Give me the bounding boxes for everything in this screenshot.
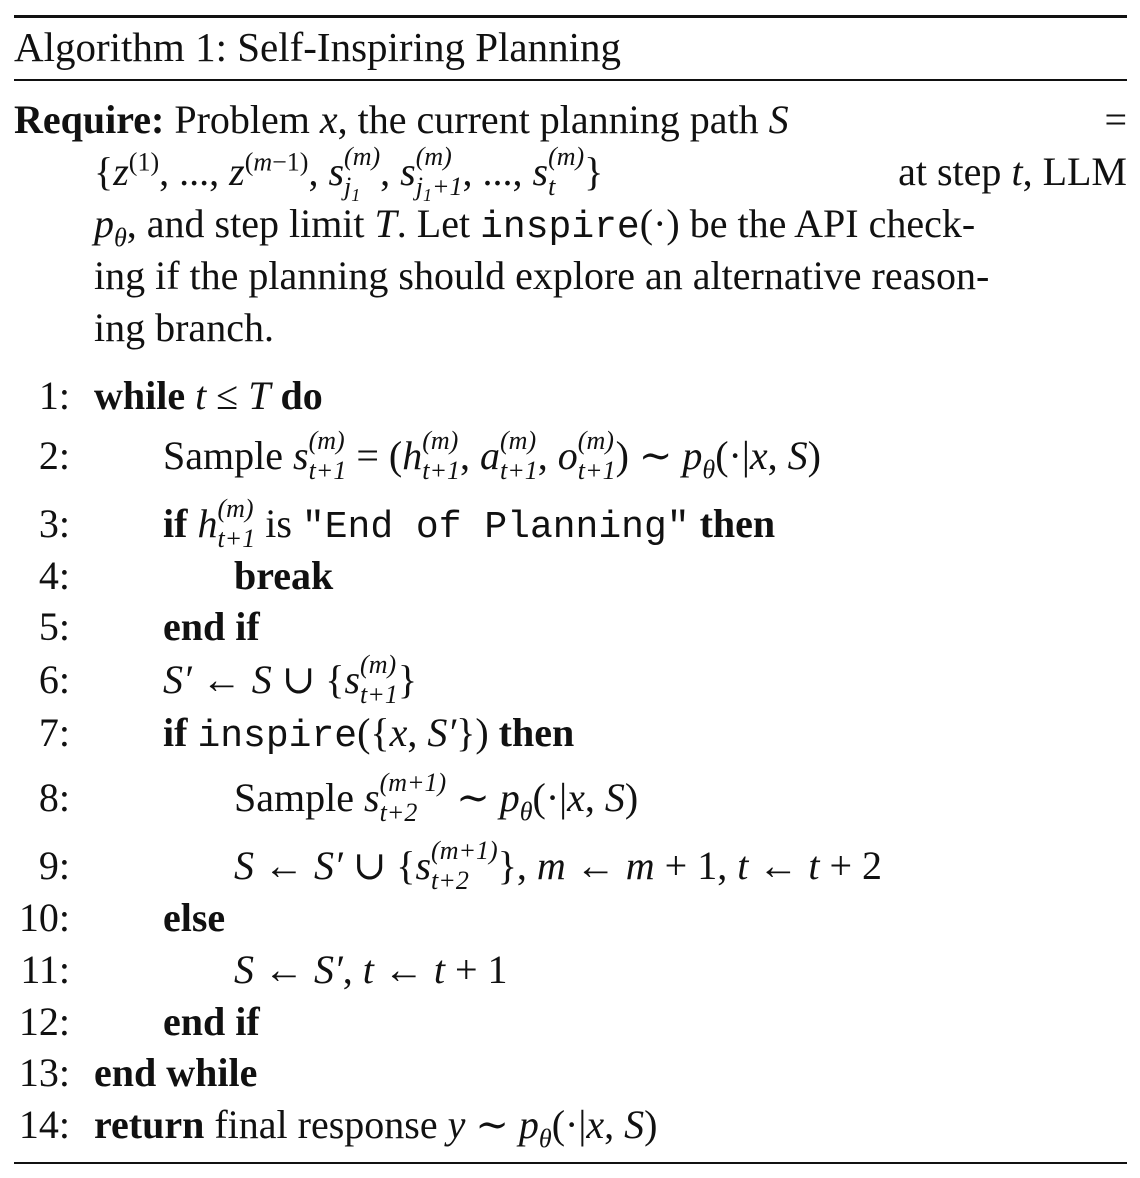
line-number: 7:: [38, 710, 70, 755]
algo-line-7: 7: if inspire({x, S′}) then: [0, 705, 1140, 761]
line-number: 6:: [38, 657, 70, 702]
algo-line-9: 9: S ← S′ ∪ {s (m+1) t+2 }, m ← m + 1, t ← t + 2: [38, 835, 883, 895]
end-if-keyword: end if: [163, 604, 260, 649]
require-line-4: ing if the planning should explore an alternative reason-: [94, 253, 990, 298]
algorithm-title: Algorithm 1: Self-Inspiring Planning: [14, 24, 621, 70]
else-keyword: else: [163, 895, 226, 940]
end-while-keyword: end while: [94, 1050, 258, 1095]
line-number: 12:: [18, 999, 70, 1044]
algo-line-11: 11: S ← S′, t ← t + 1: [0, 942, 1140, 998]
top-rule: [14, 15, 1127, 18]
algo-line-5: [0, 599, 1140, 655]
bottom-rule: [14, 1162, 1127, 1164]
end-if-keyword: end if: [163, 999, 260, 1044]
algo-line-4: [0, 548, 1140, 604]
algo-line-1: 1: while t ≤ T do: [0, 368, 1140, 424]
line-number: 1:: [38, 373, 70, 418]
algo-line-12: [0, 994, 1140, 1050]
algo-line-2: 2: Sample s (m) t+1 = (h (m) t+1 , a (m) t+1 , o (m) t+1 ) ∼ $p_\theta(\cdot|x$, S): [38, 425, 821, 485]
require-line-1: Require: Problem x, the current planning path S =: [14, 97, 1127, 142]
line-number: 2:: [38, 433, 70, 478]
line-number: 10:: [18, 895, 70, 940]
require-line-5: ing branch.: [94, 305, 274, 350]
algo-line-8: 8: Sample s (m+1) t+2 ∼ $p_\theta(\cdot|x$, S): [38, 767, 639, 827]
line-number: 8:: [38, 775, 70, 820]
algo-line-13: [0, 1045, 1140, 1101]
line-number: 5:: [38, 604, 70, 649]
line-number: 11:: [20, 947, 70, 992]
require-block: [14, 94, 1127, 354]
algo-line-3: 3: if h (m) t+1 is "End of Planning" then: [38, 493, 776, 553]
line-number: 3:: [38, 501, 70, 546]
break-keyword: break: [234, 553, 334, 598]
algo-line-10: [0, 890, 1140, 946]
require-line-2: {$z^{(1)}$, ..., $z^{(m-1)}$, s (m) $j_1$ , s (m) $j_1+1$ , ..., s (m) t } at step t, LLM: [94, 141, 1127, 205]
algo-line-6: 6: S′ ← S ∪ {s (m) t+1 }: [38, 649, 418, 709]
line-number: 14:: [18, 1102, 70, 1147]
require-line-3: $p_\theta$, and step limit T. Let inspire(·) be the API check-: [94, 201, 976, 252]
title-rule: [14, 79, 1127, 81]
require-label: Require:: [14, 97, 165, 142]
line-number: 4:: [38, 553, 70, 598]
line-number: 9:: [38, 843, 70, 888]
line-number: 13:: [18, 1050, 70, 1095]
algo-line-14: 14: return final response y ∼ $p_\theta(\cdot|x$, S): [0, 1097, 1140, 1153]
